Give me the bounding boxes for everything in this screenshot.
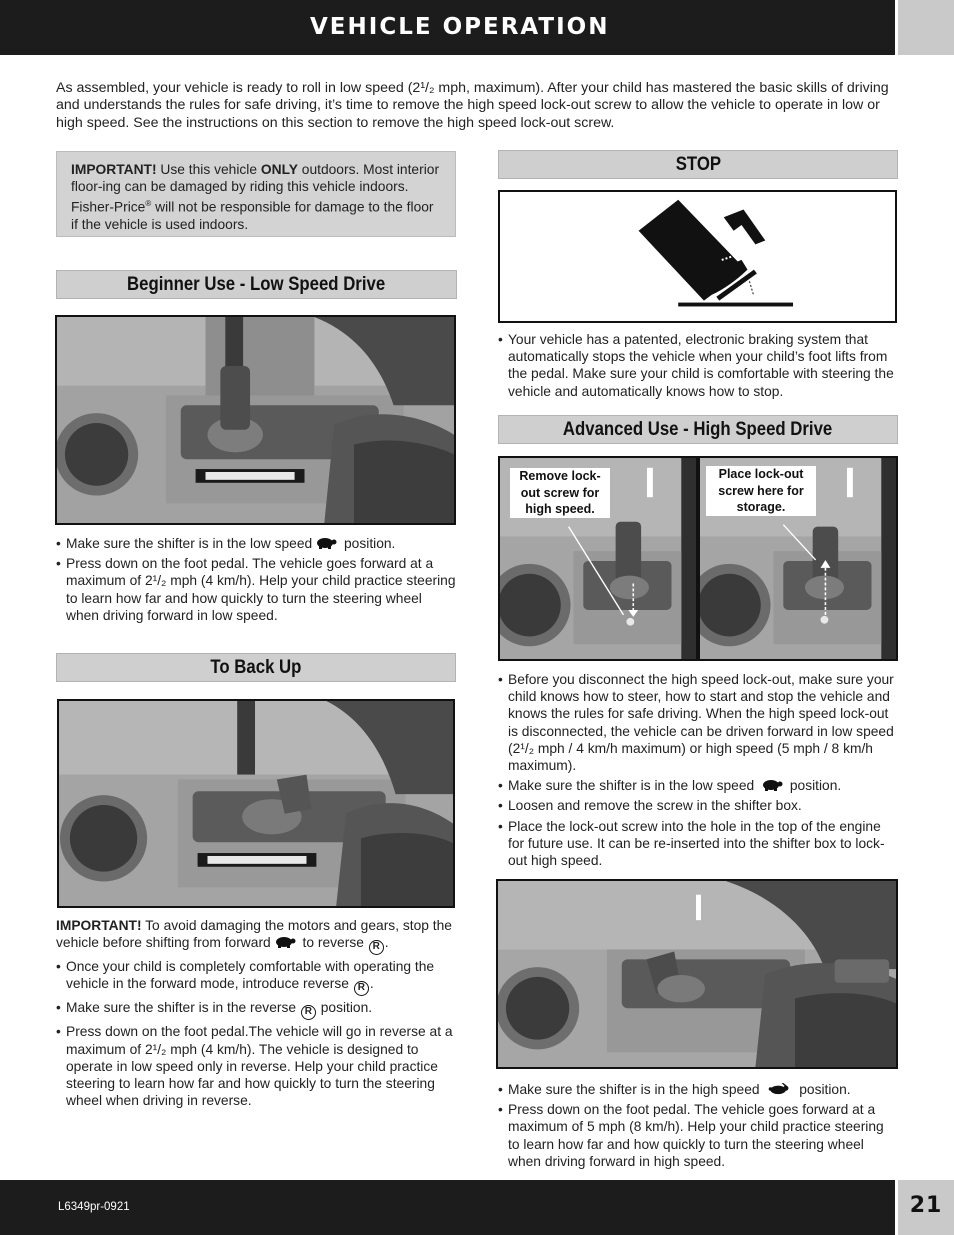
photo-reverse-shifter xyxy=(57,699,455,908)
document-code: L6349pr-0921 xyxy=(58,1201,130,1213)
beginner-bullets xyxy=(56,535,456,627)
list-item: • Before you disconnect the high speed lock-out, make sure your child knows how to steer, how to start and stop the vehicle and knows the rules for safe driving. When the high speed lock-out is disconnected, the vehicle can be driven forward in low speed (2¹/₂ mph / 4 km/h maximum) or high speed (5 mph / 8 km/h maximum). xyxy=(498,671,898,774)
section-advanced-title: Advanced Use - High Speed Drive xyxy=(498,415,898,444)
list-item: • Make sure the shifter is in the high speed position. xyxy=(498,1081,898,1098)
only-label: ONLY xyxy=(260,162,298,177)
list-item: • Make sure the shifter is in the reverse R position. xyxy=(56,999,458,1020)
header-tab xyxy=(898,0,954,55)
foot-lift-icon xyxy=(500,192,895,321)
turtle-icon xyxy=(274,936,296,948)
list-item: • Place the lock-out screw into the hole in the top of the engine for future use. It can be re-inserted into the shifter box to lock-out high speed. xyxy=(498,818,898,870)
page-number: 21 xyxy=(909,1193,943,1218)
important-text: outdoors. Most interior floor-ing can be damaged by riding this vehicle indoors. Fisher-Price xyxy=(71,162,440,215)
advanced-bullets xyxy=(498,671,898,872)
photo-low-speed-shifter xyxy=(55,315,456,525)
turtle-icon xyxy=(761,779,783,791)
important-label: IMPORTANT! xyxy=(71,162,157,177)
list-item: • Press down on the foot pedal. The vehicle goes forward at a maximum of 5 mph (8 km/h). Help your child practice steering to learn how far and how quickly to turn the steering wheel when driving forward in high speed. xyxy=(498,1101,898,1170)
page-title: VEHICLE OPERATION xyxy=(310,14,610,40)
stop-illustration xyxy=(498,190,897,323)
list-item: • Make sure the shifter is in the low speed position. xyxy=(56,535,456,552)
reverse-r-icon: R xyxy=(301,1005,316,1020)
high-speed-bullets xyxy=(498,1081,898,1173)
list-item: • Make sure the shifter is in the low speed position. xyxy=(498,777,898,794)
stop-bullets xyxy=(498,331,904,403)
reverse-r-icon: R xyxy=(354,981,369,996)
important-text: will not be responsible for damage to the floor if the vehicle is used indoors. xyxy=(71,199,434,232)
list-item: • Press down on the foot pedal.The vehicle will go in reverse at a maximum of 2¹/₂ mph (4 km/h). The vehicle is designed to operate in low speed only in reverse. Help your child practice steering to learn how far and how quickly to turn the steering wheel when driving in reverse. xyxy=(56,1023,458,1109)
photo-high-speed-shifter xyxy=(496,879,898,1069)
rabbit-icon xyxy=(766,1083,792,1095)
backup-text xyxy=(56,917,458,1112)
important-text: Use this vehicle xyxy=(156,162,261,177)
reverse-r-icon: R xyxy=(369,940,384,955)
list-item: • Loosen and remove the screw in the shifter box. xyxy=(498,797,898,814)
section-stop-title: STOP xyxy=(498,150,898,179)
section-beginner-title: Beginner Use - Low Speed Drive xyxy=(56,270,457,299)
backup-important: IMPORTANT! To avoid damaging the motors and gears, stop the vehicle before shifting from forward to reverse R . xyxy=(56,917,458,955)
registered-mark: ® xyxy=(145,199,152,208)
important-box xyxy=(56,151,456,237)
list-item: • Press down on the foot pedal. The vehicle goes forward at a maximum of 2¹/₂ mph (4 km/h). Help your child practice steering to learn how far and how quickly to turn the steering wheel when driving forward in low speed. xyxy=(56,555,456,624)
footer-bar xyxy=(0,1180,895,1235)
list-item: • Your vehicle has a patented, electronic braking system that automatically stops the vehicle when your child’s foot lifts from the pedal. Make sure your child is comfortable with steering the vehicle and automatically knows how to stop. xyxy=(498,331,904,400)
section-backup-title: To Back Up xyxy=(56,653,456,682)
list-item: • Once your child is completely comfortable with operating the vehicle in the forward mode, introduce reverse R . xyxy=(56,958,458,996)
intro-paragraph: As assembled, your vehicle is ready to roll in low speed (2¹/₂ mph, maximum). After your child has mastered the basic skills of driving and understands the rules for safe driving, it’s time to remove the high speed lock-out screw to allow the vehicle to operate in low or high speed. See the instructions on this section to remove the high speed lock-out screw. xyxy=(56,80,889,131)
callout-remove-screw: Remove lock-out screw for high speed. xyxy=(510,468,610,518)
callout-store-screw: Place lock-out screw here for storage. xyxy=(706,466,816,516)
turtle-icon xyxy=(315,537,337,549)
